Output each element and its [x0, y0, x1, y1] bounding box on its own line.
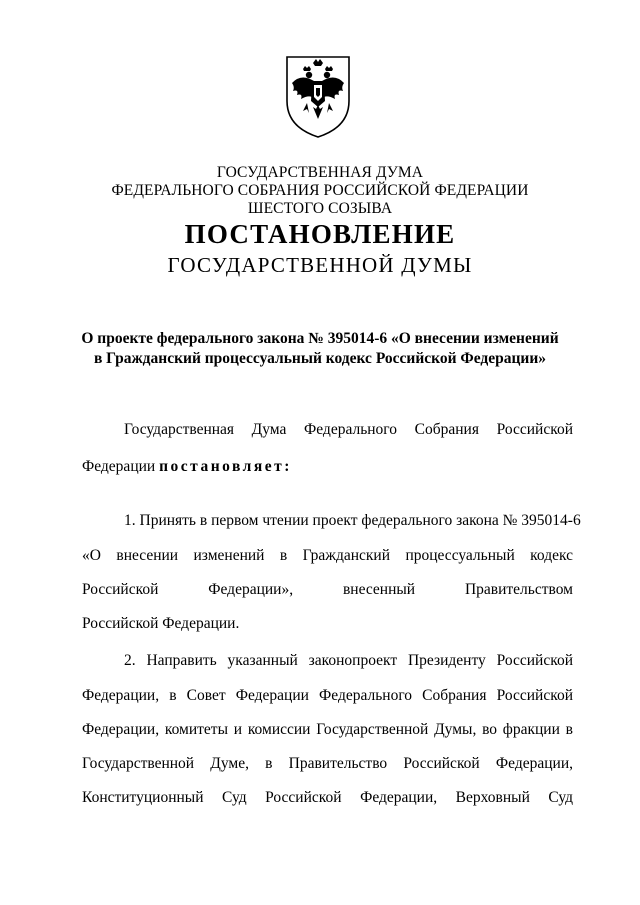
subject-line-1: О проекте федерального закона № 395014-6 «О внесении изменений	[81, 330, 559, 347]
coat-of-arms-icon	[283, 53, 353, 139]
preamble-line-2-start: Федерации	[82, 458, 160, 475]
paragraph-2-line-5: Конституционный Суд Российской Федерации, Верховный Суд	[82, 789, 573, 806]
preamble-line-1: Государственная Дума Федерального Собрания Российской	[124, 421, 573, 438]
resolution-verb: постановляет:	[159, 458, 292, 475]
paragraph-1-line-4: Российской Федерации.	[82, 615, 240, 632]
header-line-duma: ГОСУДАРСТВЕННАЯ ДУМА	[216, 164, 424, 181]
paragraph-1-line-2: «О внесении изменений в Гражданский процессуальный кодекс	[82, 547, 573, 564]
paragraph-2-line-4: Государственной Думе, в Правительство Российской Федерации,	[82, 755, 573, 772]
header-line-convocation: ШЕСТОГО СОЗЫВА	[247, 200, 393, 217]
document-title: ПОСТАНОВЛЕНИЕ	[184, 219, 456, 249]
document-subtitle: ГОСУДАРСТВЕННОЙ ДУМЫ	[167, 253, 473, 277]
paragraph-2-line-2: Федерации, в Совет Федерации Федерального Собрания Российской	[82, 687, 573, 704]
paragraph-1-line-1: 1. Принять в первом чтении проект федерального закона № 395014-6	[124, 512, 581, 529]
header-line-federal-assembly: ФЕДЕРАЛЬНОГО СОБРАНИЯ РОССИЙСКОЙ ФЕДЕРАЦИИ	[111, 182, 529, 199]
paragraph-2-line-1: 2. Направить указанный законопроект Президенту Российской	[124, 652, 573, 669]
paragraph-2-line-3: Федерации, комитеты и комиссии Государственной Думы, во фракции в	[82, 721, 573, 738]
preamble-line-2	[82, 457, 573, 477]
paragraph-1-line-3: Российской Федерации», внесенный Правительством	[82, 581, 573, 598]
subject-line-2: в Гражданский процессуальный кодекс Российской Федерации»	[93, 350, 547, 367]
